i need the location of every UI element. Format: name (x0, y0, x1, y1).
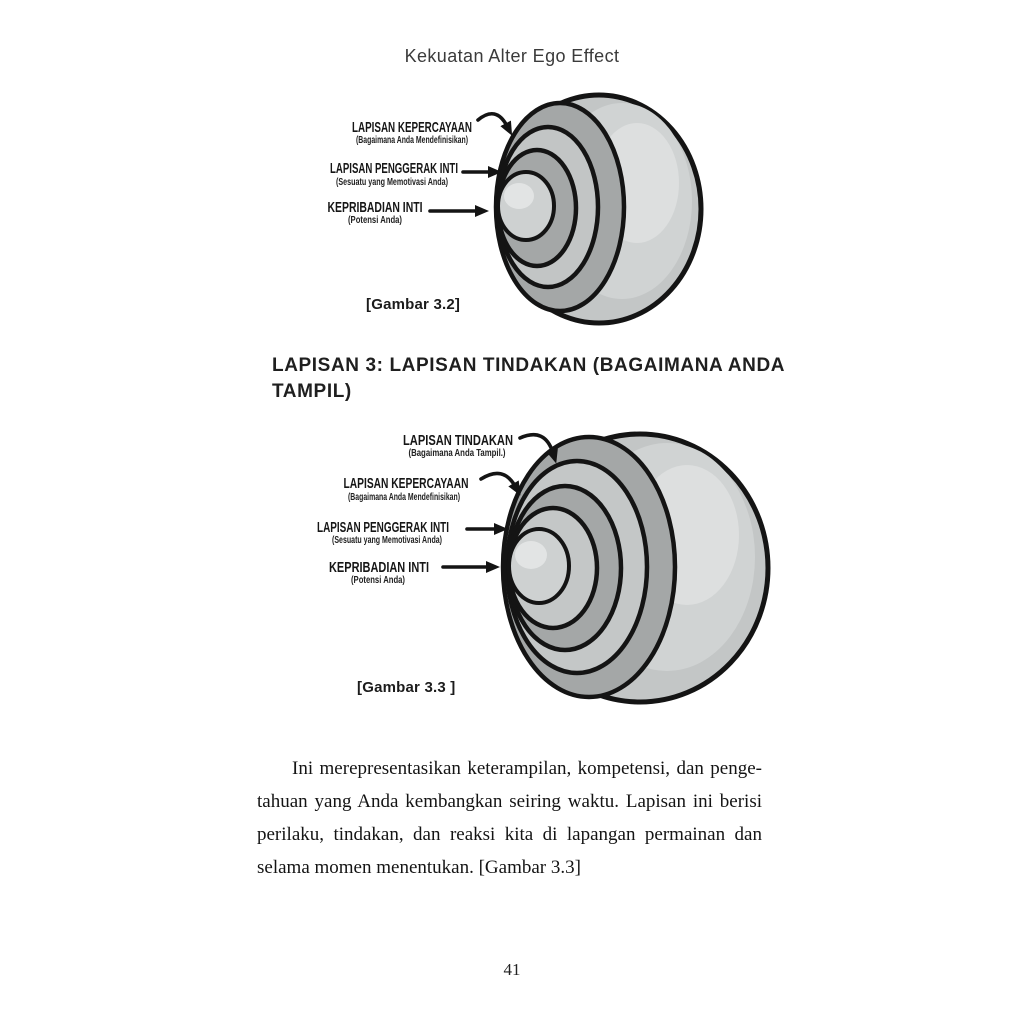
label-core-personality: KEPRIBADIAN INTI (329, 559, 429, 576)
sublabel-core-personality: (Potensi Anda) (348, 214, 402, 226)
paragraph-line: Ini merepresentasikan keterampilan, kompetensi, dan penge- (292, 758, 762, 779)
label-core-driver-layer: LAPISAN PENGGERAK INTI (317, 519, 449, 536)
layered-sphere-diagram-3-2 (290, 85, 750, 335)
layered-sphere-diagram-3-3 (295, 425, 785, 715)
sphere-core (498, 172, 554, 240)
section-heading-line2: TAMPIL) (272, 381, 352, 402)
paragraph-line: perilaku, tindakan, dan reaksi kita di lapangan permainan dan (257, 824, 762, 845)
core-highlight (515, 541, 547, 569)
body-paragraph (257, 752, 762, 884)
figure-3-3 (295, 425, 785, 720)
section-heading-line1: LAPISAN 3: LAPISAN TINDAKAN (BAGAIMANA ANDA (272, 355, 786, 376)
label-action-layer: LAPISAN TINDAKAN (403, 432, 513, 449)
label-core-personality: KEPRIBADIAN INTI (327, 199, 423, 216)
paragraph-line: selama momen menentukan. [Gambar 3.3] (257, 857, 581, 878)
page-number: 41 (503, 960, 521, 979)
curved-arrow-belief-layer (481, 473, 515, 486)
figure-3-2 (290, 85, 750, 340)
running-head: Kekuatan Alter Ego Effect (404, 46, 620, 66)
sublabel-belief-layer: (Bagaimana Anda Mendefinisikan) (348, 491, 460, 503)
sublabel-core-personality: (Potensi Anda) (351, 574, 405, 586)
sublabel-action-layer: (Bagaimana Anda Tampil.) (408, 447, 506, 459)
figure-caption-3-2: [Gambar 3.2] (366, 296, 461, 313)
label-core-driver-layer: LAPISAN PENGGERAK INTI (330, 160, 458, 177)
curved-arrow-belief-layer (478, 114, 507, 126)
figure-caption-3-3: [Gambar 3.3 ] (357, 679, 456, 696)
paragraph-line: tahuan yang Anda kembangkan seiring waktu. Lapisan ini berisi (257, 791, 762, 812)
label-belief-layer: LAPISAN KEPERCAYAAN (343, 475, 469, 492)
core-highlight (504, 183, 534, 209)
sublabel-core-driver-layer: (Sesuatu yang Memotivasi Anda) (332, 534, 442, 546)
sublabel-core-driver-layer: (Sesuatu yang Memotivasi Anda) (336, 176, 448, 188)
sublabel-belief-layer: (Bagaimana Anda Mendefinisikan) (356, 134, 468, 146)
sphere-core (509, 529, 569, 603)
section-heading (272, 353, 792, 405)
label-belief-layer: LAPISAN KEPERCAYAAN (352, 119, 472, 136)
